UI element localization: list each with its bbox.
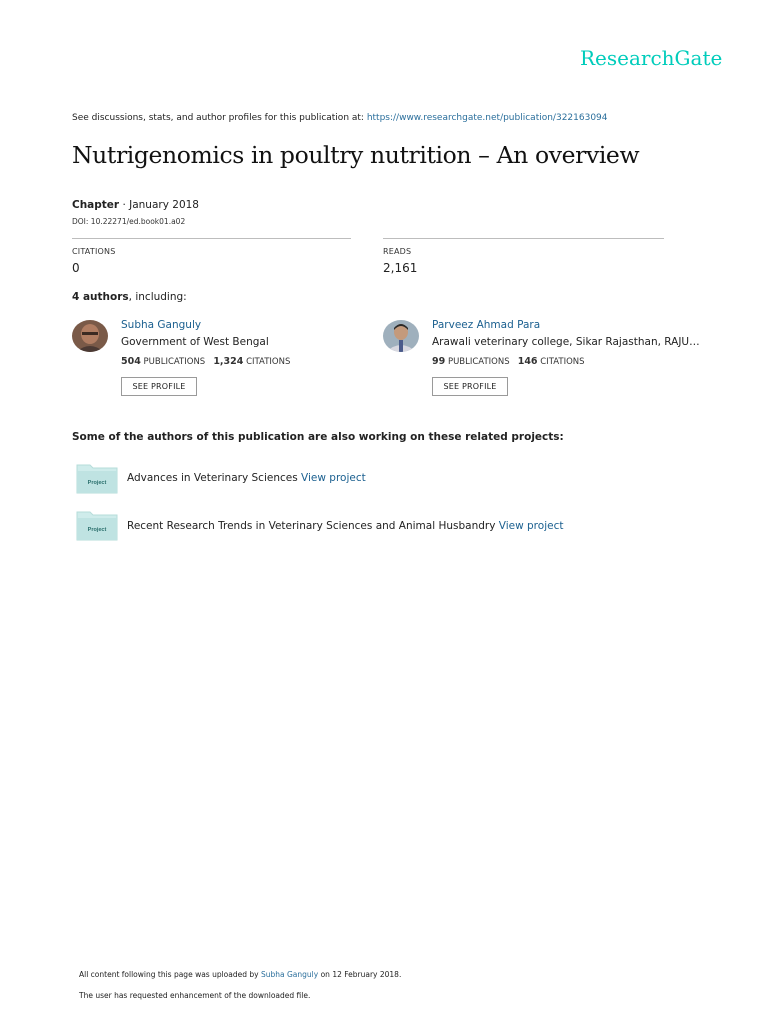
avatar-photo-icon — [72, 320, 108, 352]
folder-label: Project — [87, 480, 107, 486]
see-profile-button[interactable]: SEE PROFILE — [432, 377, 508, 396]
folder-label: Project — [87, 527, 107, 533]
folder-icon — [76, 509, 118, 541]
publication-date: January 2018 — [129, 199, 199, 211]
authors-count: 4 authors — [72, 291, 129, 303]
authors-summary — [72, 291, 187, 303]
publication-doi[interactable]: DOI: 10.22271/ed.book01.a02 — [72, 217, 186, 226]
author-stats — [121, 356, 290, 367]
discussion-line — [72, 113, 608, 123]
publication-type: Chapter — [72, 199, 120, 211]
project-folder[interactable] — [76, 509, 118, 541]
upload-suffix: on 12 February 2018. — [318, 970, 402, 979]
project-title: Recent Research Trends in Veterinary Sciences and Animal Husbandry — [127, 520, 499, 532]
author-institution: Arawali veterinary college, Sikar Rajasthan, RAJU… — [432, 336, 700, 348]
publication-url-link[interactable]: https://www.researchgate.net/publication/322163094 — [366, 113, 608, 123]
view-project-link[interactable]: View project — [301, 472, 366, 484]
author-citations-count: 146 — [517, 356, 538, 367]
author-publications-count: 99 — [432, 356, 446, 367]
uploader-link[interactable]: Subha Ganguly — [260, 970, 319, 979]
upload-info — [79, 970, 401, 979]
reads-label: READS — [383, 247, 412, 256]
see-profile-button[interactable]: SEE PROFILE — [121, 377, 197, 396]
reads-divider — [383, 238, 664, 239]
related-projects-heading: Some of the authors of this publication are also working on these related projects: — [72, 431, 564, 443]
project-item — [127, 472, 366, 484]
author-stats — [432, 356, 585, 367]
citations-divider — [72, 238, 351, 239]
author-publications-label: PUBLICATIONS — [447, 357, 510, 367]
authors-suffix: , including: — [128, 291, 187, 303]
author-name-link[interactable]: Subha Ganguly — [121, 319, 202, 331]
citations-label: CITATIONS — [72, 247, 116, 256]
avatar-photo-icon — [383, 320, 419, 352]
upload-prefix: All content following this page was uploaded by — [79, 970, 261, 979]
view-project-link[interactable]: View project — [498, 520, 564, 532]
researchgate-logo[interactable]: ResearchGate — [580, 46, 723, 70]
author-name-link[interactable]: Parveez Ahmad Para — [432, 319, 541, 331]
author-citations-label: CITATIONS — [540, 357, 585, 367]
project-title: Advances in Veterinary Sciences — [127, 472, 302, 484]
author-avatar[interactable] — [72, 320, 108, 352]
discussion-prefix: See discussions, stats, and author profiles for this publication at: — [72, 113, 367, 123]
author-citations-label: CITATIONS — [246, 357, 291, 367]
citations-count: 0 — [72, 261, 80, 275]
project-item — [127, 520, 563, 532]
project-folder[interactable] — [76, 462, 118, 494]
author-publications-label: PUBLICATIONS — [143, 357, 206, 367]
enhancement-note: The user has requested enhancement of the downloaded file. — [79, 991, 311, 1000]
reads-count: 2,161 — [383, 261, 418, 275]
publication-title: Nutrigenomics in poultry nutrition – An overview — [72, 141, 640, 169]
author-institution: Government of West Bengal — [121, 336, 269, 348]
author-citations-count: 1,324 — [213, 356, 244, 367]
author-publications-count: 504 — [121, 356, 141, 367]
folder-icon — [76, 462, 118, 494]
author-avatar[interactable] — [383, 320, 419, 352]
publication-meta — [72, 199, 199, 211]
meta-separator: · — [119, 199, 130, 211]
